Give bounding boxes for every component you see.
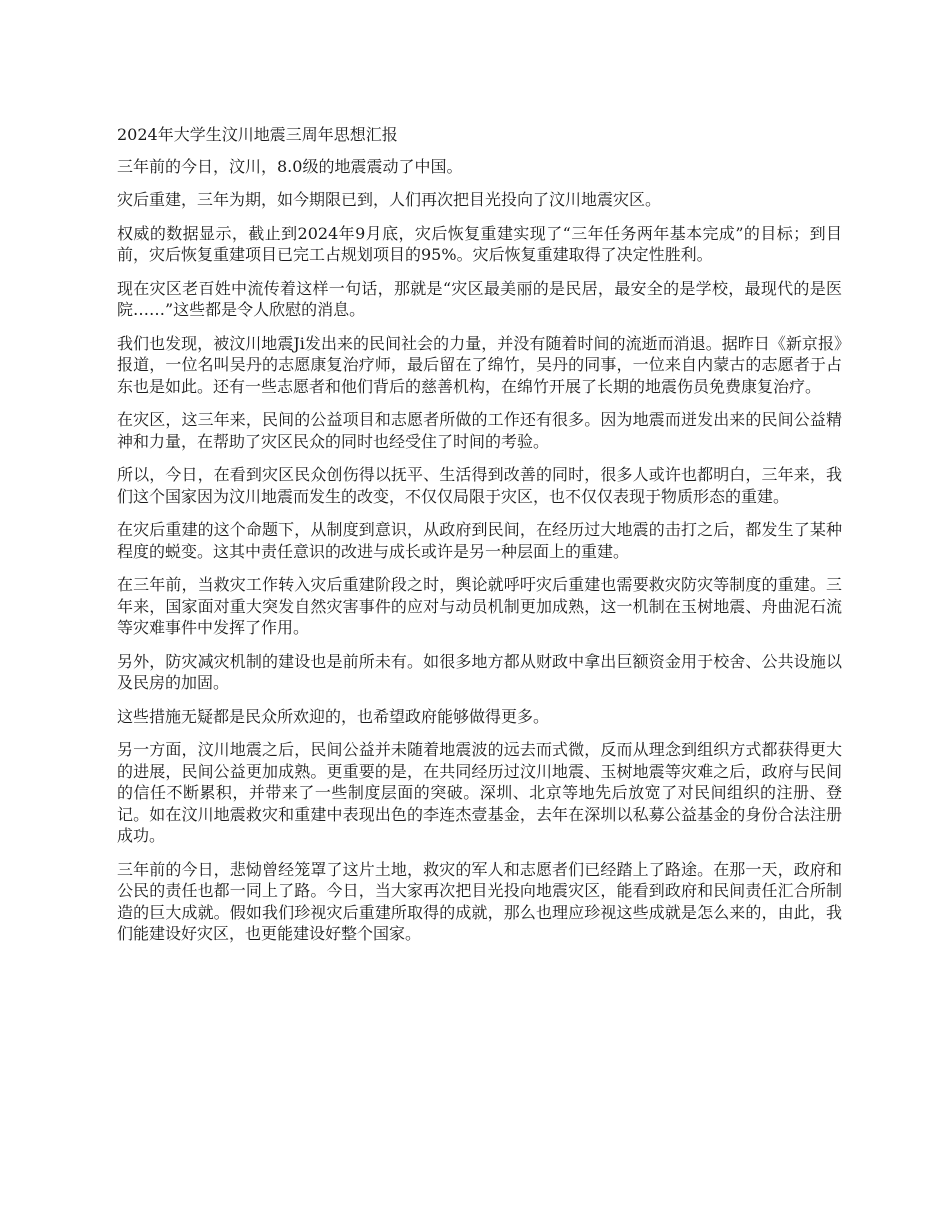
paragraph: 在灾后重建的这个命题下，从制度到意识，从政府到民间，在经历过大地震的击打之后，都发生了某种程度的蜕变。这其中责任意识的改进与成长或许是另一种层面上的重建。 — [117, 520, 842, 561]
paragraph: 这些措施无疑都是民众所欢迎的，也希望政府能够做得更多。 — [117, 706, 550, 726]
paragraph: 另一方面，汶川地震之后，民间公益并未随着地震波的远去而式微，反而从理念到组织方式都获得更大的进展，民间公益更加成熟。更重要的是，在共同经历过汶川地震、玉树地震等灾难之后，政府与民间的信任不断累积，并带来了一些制度层面的突破。深圳、北京等地先后放宽了对民间组织的注册、登记。如在汶川地震救灾和重建中表现出色的李连杰壹基金，去年在深圳以私募公益基金的身份合法注册成功。 — [117, 740, 842, 845]
document-page — [117, 124, 842, 957]
paragraph: 在三年前，当救灾工作转入灾后重建阶段之时，舆论就呼吁灾后重建也需要救灾防灾等制度的重建。三年来，国家面对重大突发自然灾害事件的应对与动员机制更加成熟，这一机制在玉树地震、舟曲泥石流等灾难事件中发挥了作用。 — [117, 575, 842, 637]
paragraph: 三年前的今日，悲恸曾经笼罩了这片土地，救灾的军人和志愿者们已经踏上了路途。在那一天，政府和公民的责任也都一同上了路。今日，当大家再次把目光投向地震灾区，能看到政府和民间责任汇合所制造的巨大成就。假如我们珍视灾后重建所取得的成就，那么也理应珍视这些成就是怎么来的，由此，我们能建设好灾区，也更能建设好整个国家。 — [117, 859, 842, 943]
paragraph: 三年前的今日，汶川，8.0级的地震震动了中国。 — [117, 156, 463, 176]
paragraph: 我们也发现，被汶川地震Ji发出来的民间社会的力量，并没有随着时间的流逝而消退。据昨日《新京报》报道，一位名叫吴丹的志愿康复治疗师，最后留在了绵竹，吴丹的同事，一位来自内蒙古的志愿者于占东也是如此。还有一些志愿者和他们背后的慈善机构，在绵竹开展了长期的地震伤员免费康复治疗。 — [117, 333, 842, 396]
paragraph: 所以，今日，在看到灾区民众创伤得以抚平、生活得到改善的同时，很多人或许也都明白，三年来，我们这个国家因为汶川地震而发生的改变，不仅仅局限于灾区，也不仅仅表现于物质形态的重建。 — [117, 465, 842, 506]
paragraph: 另外，防灾减灾机制的建设也是前所未有。如很多地方都从财政中拿出巨额资金用于校舍、公共设施以及民房的加固。 — [117, 651, 842, 692]
paragraph: 权威的数据显示，截止到2024年9月底，灾后恢复重建实现了“三年任务两年基本完成”的目标；到目前，灾后恢复重建项目已完工占规划项目的95%。灾后恢复重建取得了决定性胜利。 — [117, 223, 842, 264]
paragraph: 灾后重建，三年为期，如今期限已到，人们再次把目光投向了汶川地震灾区。 — [117, 190, 662, 209]
paragraph: 在灾区，这三年来，民间的公益项目和志愿者所做的工作还有很多。因为地震而迸发出来的民间公益精神和力量，在帮助了灾区民众的同时也经受住了时间的考验。 — [117, 410, 842, 451]
document-title: 2024年大学生汶川地震三周年思想汇报 — [117, 125, 398, 144]
paragraph: 现在灾区老百姓中流传着这样一句话，那就是“灾区最美丽的是民居，最安全的是学校，最现代的是医院……”这些都是令人欣慰的消息。 — [117, 278, 842, 319]
